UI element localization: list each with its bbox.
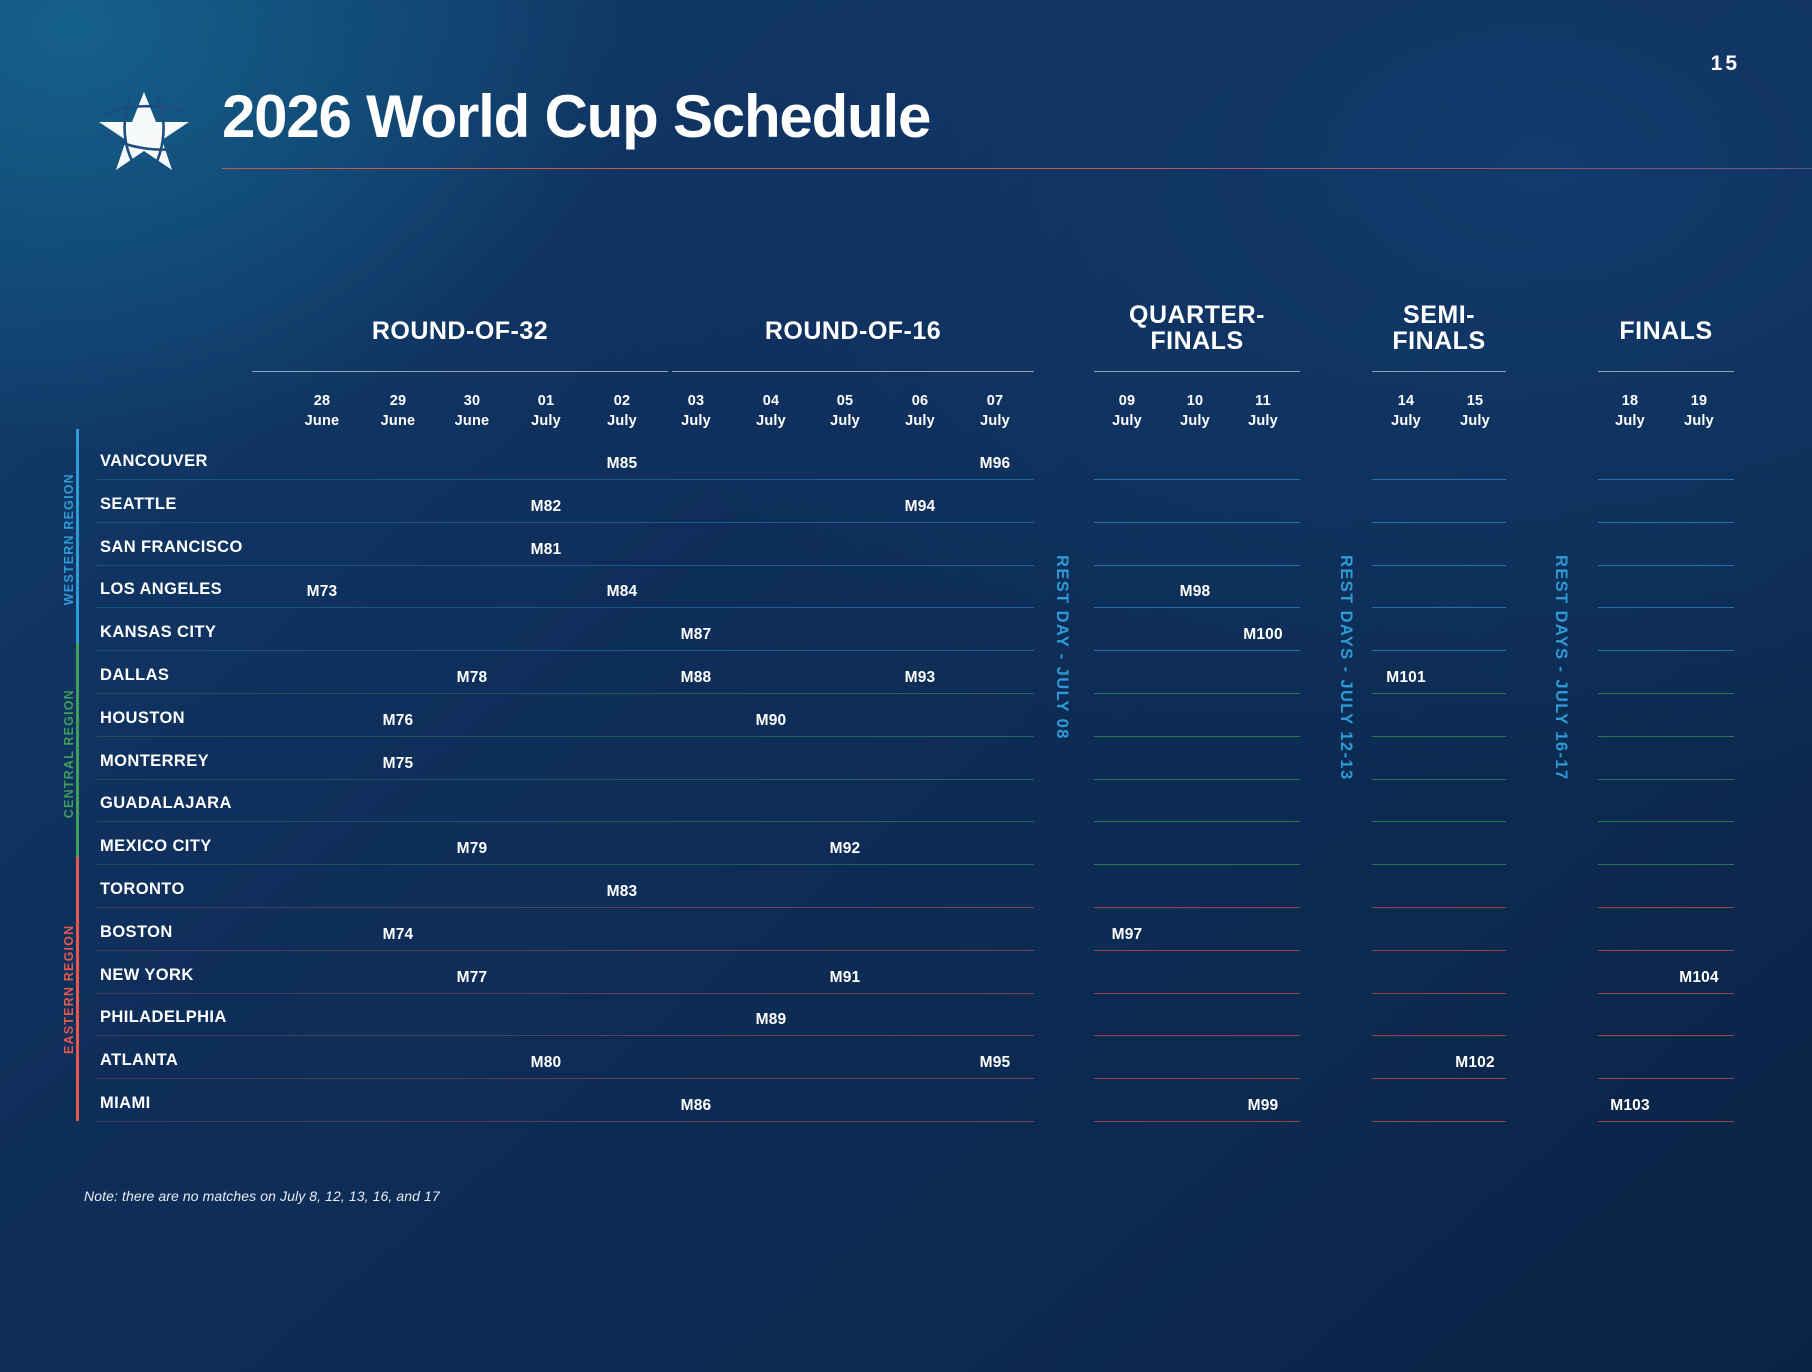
region-bar bbox=[76, 429, 79, 650]
match-cell[interactable]: M75 bbox=[382, 754, 414, 772]
footnote: Note: there are no matches on July 8, 12, 13, 16, and 17 bbox=[84, 1188, 440, 1204]
stage-title-qf: QUARTER- FINALS bbox=[1129, 301, 1265, 356]
stage-divider-qf bbox=[1094, 371, 1300, 372]
row-divider bbox=[96, 607, 1034, 608]
page-title: 2026 World Cup Schedule bbox=[222, 83, 931, 150]
stage-divider-sf bbox=[1372, 371, 1506, 372]
page-number: 15 bbox=[1710, 52, 1740, 75]
row-divider bbox=[96, 821, 1034, 822]
city-label: BOSTON bbox=[100, 922, 173, 941]
match-cell[interactable]: M89 bbox=[755, 1011, 787, 1029]
row-divider bbox=[1372, 821, 1506, 822]
city-label: MEXICO CITY bbox=[100, 837, 212, 856]
city-label: VANCOUVER bbox=[100, 452, 208, 470]
row-divider bbox=[96, 565, 1034, 566]
city-label: SAN FRANCISCO bbox=[100, 537, 243, 556]
row-divider bbox=[1094, 1035, 1300, 1036]
match-cell[interactable]: M73 bbox=[306, 583, 338, 601]
date-column-header: 29 June bbox=[380, 393, 416, 429]
date-column-header: 02 July bbox=[607, 393, 637, 429]
date-column-header: 07 July bbox=[980, 393, 1010, 429]
row-divider bbox=[96, 650, 1034, 651]
row-divider bbox=[96, 864, 1034, 865]
row-divider bbox=[1372, 1078, 1506, 1079]
row-divider bbox=[1094, 950, 1300, 951]
row-divider bbox=[1372, 607, 1506, 608]
row-divider bbox=[1598, 864, 1734, 865]
region-label: EASTERN REGION bbox=[62, 924, 76, 1054]
row-divider bbox=[1094, 821, 1300, 822]
row-divider bbox=[1372, 479, 1506, 480]
match-cell[interactable]: M80 bbox=[530, 1054, 562, 1072]
match-cell[interactable]: M102 bbox=[1455, 1054, 1495, 1072]
row-divider bbox=[1598, 565, 1734, 566]
match-cell[interactable]: M97 bbox=[1111, 925, 1143, 943]
row-divider bbox=[1094, 650, 1300, 651]
row-divider bbox=[96, 1078, 1034, 1079]
match-cell[interactable]: M88 bbox=[680, 669, 712, 686]
date-column-header: 15 July bbox=[1460, 393, 1490, 429]
row-divider bbox=[96, 993, 1034, 994]
row-divider bbox=[1372, 736, 1506, 737]
match-cell[interactable]: M79 bbox=[456, 840, 488, 858]
date-column-header: 19 July bbox=[1684, 393, 1714, 429]
row-divider bbox=[1598, 779, 1734, 780]
row-divider bbox=[1372, 779, 1506, 780]
match-cell[interactable]: M101 bbox=[1386, 669, 1426, 686]
row-divider bbox=[1598, 479, 1734, 480]
row-divider bbox=[1094, 479, 1300, 480]
row-divider bbox=[1372, 907, 1506, 908]
row-divider bbox=[1598, 993, 1734, 994]
match-cell[interactable]: M99 bbox=[1247, 1097, 1279, 1114]
row-divider bbox=[1094, 693, 1300, 694]
match-cell[interactable]: M86 bbox=[680, 1097, 712, 1114]
row-divider bbox=[1598, 693, 1734, 694]
row-divider bbox=[1094, 907, 1300, 908]
stage-title-r32: ROUND-OF-32 bbox=[371, 317, 549, 345]
city-label: KANSAS CITY bbox=[100, 623, 217, 642]
row-divider bbox=[1372, 522, 1506, 523]
match-cell[interactable]: M91 bbox=[829, 968, 861, 986]
city-label: ATLANTA bbox=[100, 1051, 179, 1070]
rest-day-label: REST DAY - JULY 08 bbox=[1053, 555, 1071, 740]
city-label: MONTERREY bbox=[100, 751, 210, 770]
match-cell[interactable]: M94 bbox=[904, 497, 936, 515]
row-divider bbox=[1598, 607, 1734, 608]
row-divider bbox=[1598, 522, 1734, 523]
date-column-header: 03 July bbox=[681, 393, 711, 429]
match-cell[interactable]: M95 bbox=[979, 1054, 1011, 1072]
match-cell[interactable]: M76 bbox=[382, 711, 414, 729]
rest-day-label: REST DAYS - JULY 12-13 bbox=[1337, 555, 1355, 781]
row-divider bbox=[1094, 565, 1300, 566]
row-divider bbox=[1598, 1121, 1734, 1122]
date-column-header: 10 July bbox=[1180, 393, 1210, 429]
row-divider bbox=[1094, 1078, 1300, 1079]
stage-divider-r32 bbox=[252, 371, 668, 372]
rest-day-label: REST DAYS - JULY 16-17 bbox=[1552, 555, 1570, 781]
row-divider bbox=[1094, 1121, 1300, 1122]
match-cell[interactable]: M84 bbox=[606, 583, 638, 601]
row-divider bbox=[1094, 993, 1300, 994]
match-cell[interactable]: M85 bbox=[606, 455, 638, 472]
city-label: GUADALAJARA bbox=[100, 794, 232, 813]
match-cell[interactable]: M92 bbox=[829, 840, 861, 858]
region-bar bbox=[76, 643, 79, 864]
row-divider bbox=[96, 907, 1034, 908]
match-cell[interactable]: M82 bbox=[530, 497, 562, 515]
row-divider bbox=[1598, 1035, 1734, 1036]
date-column-header: 06 July bbox=[905, 393, 935, 429]
row-divider bbox=[1372, 1121, 1506, 1122]
city-label: TORONTO bbox=[100, 880, 185, 898]
row-divider bbox=[96, 1121, 1034, 1122]
region-label: WESTERN REGION bbox=[62, 473, 76, 606]
stage-title-fin: FINALS bbox=[1619, 317, 1713, 345]
row-divider bbox=[96, 736, 1034, 737]
match-cell[interactable]: M90 bbox=[755, 711, 787, 729]
row-divider bbox=[1372, 693, 1506, 694]
row-divider bbox=[1598, 1078, 1734, 1079]
title-divider bbox=[222, 168, 1812, 169]
date-column-header: 04 July bbox=[756, 393, 786, 429]
row-divider bbox=[1372, 1035, 1506, 1036]
date-column-header: 01 July bbox=[531, 393, 561, 429]
stage-divider-r16 bbox=[672, 371, 1034, 372]
row-divider bbox=[96, 1035, 1034, 1036]
row-divider bbox=[1598, 650, 1734, 651]
date-column-header: 14 July bbox=[1391, 393, 1421, 429]
row-divider bbox=[1372, 993, 1506, 994]
row-divider bbox=[96, 522, 1034, 523]
match-cell[interactable]: M81 bbox=[530, 540, 562, 558]
row-divider bbox=[1598, 821, 1734, 822]
city-label: DALLAS bbox=[100, 666, 170, 684]
date-column-header: 30 June bbox=[454, 393, 490, 429]
match-cell[interactable]: M100 bbox=[1243, 626, 1283, 644]
date-column-header: 11 July bbox=[1248, 393, 1278, 429]
match-cell[interactable]: M93 bbox=[904, 669, 936, 686]
date-column-header: 05 July bbox=[830, 393, 860, 429]
row-divider bbox=[1598, 736, 1734, 737]
match-cell[interactable]: M87 bbox=[680, 626, 712, 644]
match-cell[interactable]: M78 bbox=[456, 669, 488, 686]
date-column-header: 09 July bbox=[1112, 393, 1142, 429]
row-divider bbox=[1094, 779, 1300, 780]
row-divider bbox=[1372, 864, 1506, 865]
match-cell[interactable]: M96 bbox=[979, 455, 1011, 472]
match-cell[interactable]: M74 bbox=[382, 925, 414, 943]
stage-divider-fin bbox=[1598, 371, 1734, 372]
page-header bbox=[92, 82, 1812, 172]
region-label: CENTRAL REGION bbox=[62, 689, 76, 819]
row-divider bbox=[1598, 950, 1734, 951]
stage-title-sf: SEMI- FINALS bbox=[1392, 301, 1486, 356]
city-label: NEW YORK bbox=[100, 965, 194, 984]
date-column-header: 28 June bbox=[304, 393, 340, 429]
row-divider bbox=[1094, 522, 1300, 523]
city-label: SEATTLE bbox=[100, 494, 177, 513]
row-divider bbox=[1372, 565, 1506, 566]
match-cell[interactable]: M77 bbox=[456, 968, 488, 986]
row-divider bbox=[1094, 864, 1300, 865]
row-divider bbox=[96, 479, 1034, 480]
row-divider bbox=[96, 779, 1034, 780]
match-cell[interactable]: M103 bbox=[1610, 1097, 1650, 1114]
city-label: HOUSTON bbox=[100, 708, 186, 727]
city-label: MIAMI bbox=[100, 1094, 151, 1112]
row-divider bbox=[1094, 736, 1300, 737]
city-label: LOS ANGELES bbox=[100, 580, 223, 599]
match-cell[interactable]: M104 bbox=[1679, 968, 1719, 986]
row-divider bbox=[1598, 907, 1734, 908]
row-divider bbox=[96, 693, 1034, 694]
region-bar bbox=[76, 857, 79, 1121]
row-divider bbox=[96, 950, 1034, 951]
match-cell[interactable]: M98 bbox=[1179, 583, 1211, 601]
row-divider bbox=[1372, 650, 1506, 651]
date-column-header: 18 July bbox=[1615, 393, 1645, 429]
star-logo-icon bbox=[92, 88, 196, 172]
city-label: PHILADELPHIA bbox=[100, 1008, 227, 1027]
match-cell[interactable]: M83 bbox=[606, 883, 638, 900]
stage-title-r16: ROUND-OF-16 bbox=[764, 317, 942, 345]
row-divider bbox=[1094, 607, 1300, 608]
row-divider bbox=[1372, 950, 1506, 951]
